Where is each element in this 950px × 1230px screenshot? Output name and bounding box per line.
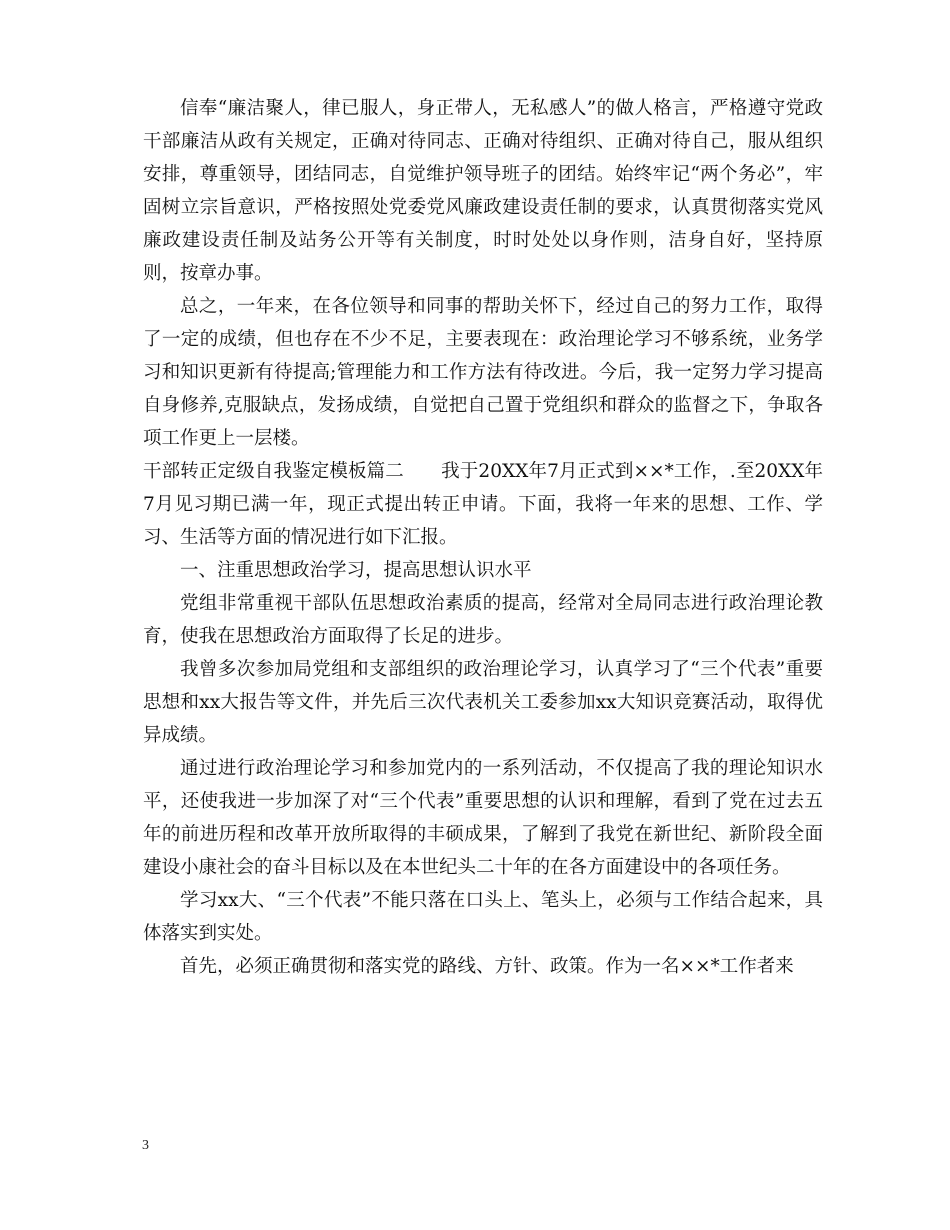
section-heading-political-study: 一、注重思想政治学习，提高思想认识水平 [180,560,532,581]
document-body [143,92,823,983]
paragraph-summary: 总之，一年来，在各位领导和同事的帮助关怀下，经过自己的努力工作，取得了一定的成绩，但也存在不少不足，主要表现在：政治理论学习不够系统，业务学习和知识更新有待提高;管理能力和工作方法有待改进。今后，我一定努力学习提高自身修养,克服缺点，发扬成绩，自觉把自己置于党组织和群众的监督之下，争取各项工作更上一层楼。 [143,296,823,449]
paragraph-theory-study: 我曾多次参加局党组和支部组织的政治理论学习，认真学习了“三个代表”重要思想和xx大报告等文件，并先后三次代表机关工委参加xx大知识竞赛活动，取得优异成绩。 [143,659,823,746]
paragraph-party-group: 党组非常重视干部队伍思想政治素质的提高，经常对全局同志进行政治理论教育，使我在思想政治方面取得了长足的进步。 [143,593,823,647]
paragraph-first-point: 首先，必须正确贯彻和落实党的路线、方针、政策。作为一名××*工作者来 [180,956,794,977]
paragraph-theory-results: 通过进行政治理论学习和参加党内的一系列活动，不仅提高了我的理论知识水平，还使我进一步加深了对“三个代表”重要思想的认识和理解，看到了党在过去五年的前进历程和改革开放所取得的丰硕成果，了解到了我党在新世纪、新阶段全面建设小康社会的奋斗目标以及在本世纪头二十年的在各方面建设中的各项任务。 [143,758,823,878]
paragraph-practice: 学习xx大、“三个代表”不能只落在口头上、笔头上，必须与工作结合起来，具体落实到实处。 [143,890,823,944]
paragraph-integrity: 信奉“廉洁聚人，律已服人，身正带人，无私感人”的做人格言，严格遵守党政干部廉洁从政有关规定，正确对待同志、正确对待组织、正确对待自己，服从组织安排，尊重领导，团结同志，自觉维护领导班子的团结。始终牢记“两个务必”，牢固树立宗旨意识，严格按照处党委党风廉政建设责任制的要求，认真贯彻落实党风廉政建设责任制及站务公开等有关制度，时时处处以身作则，洁身自好，坚持原则，按章办事。 [143,98,823,284]
page-number: 3 [142,1138,149,1153]
paragraph-section-two-intro: 干部转正定级自我鉴定模板篇二 我于20XX年7月正式到××*工作，.至20XX年7月见习期已满一年，现正式提出转正申请。下面，我将一年来的思想、工作、学习、生活等方面的情况进行如下汇报。 [143,461,823,548]
